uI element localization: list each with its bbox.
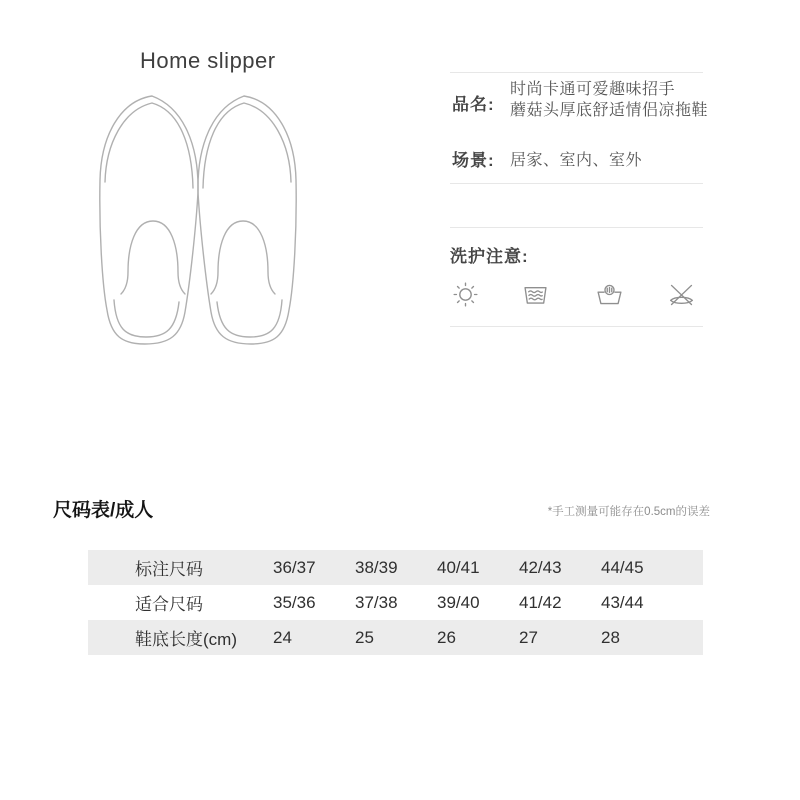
table-cell: 26 <box>437 627 456 647</box>
table-cell: 25 <box>355 627 374 647</box>
table-cell: 41/42 <box>519 592 562 612</box>
right-slipper <box>198 96 296 344</box>
product-name-label: 品名: <box>452 95 495 114</box>
table-cell: 42/43 <box>519 557 562 577</box>
table-cell: 43/44 <box>601 592 644 612</box>
hand-wash-icon <box>595 280 624 309</box>
table-cell: 38/39 <box>355 557 398 577</box>
divider <box>450 326 703 327</box>
care-instructions-label: 洗护注意: <box>450 247 529 266</box>
table-cell: 24 <box>273 627 292 647</box>
table-row <box>88 585 703 620</box>
product-name-line1: 时尚卡通可爱趣味招手 <box>510 81 676 98</box>
table-cell: 27 <box>519 627 538 647</box>
slipper-line-drawing <box>90 88 306 350</box>
sun-dry-icon <box>451 280 480 309</box>
table-cell: 36/37 <box>273 557 316 577</box>
table-cell: 28 <box>601 627 620 647</box>
table-cell: 37/38 <box>355 592 398 612</box>
product-name-line2: 蘑菇头厚底舒适情侣凉拖鞋 <box>510 102 709 119</box>
page-title: Home slipper <box>140 48 276 73</box>
row-header: 鞋底长度(cm) <box>135 630 237 649</box>
table-cell: 39/40 <box>437 592 480 612</box>
row-header: 适合尺码 <box>135 595 203 614</box>
table-cell: 44/45 <box>601 557 644 577</box>
care-icons-row <box>450 280 703 310</box>
size-chart-table <box>88 550 703 655</box>
scene-label: 场景: <box>452 151 495 170</box>
measurement-tolerance-note: *手工测量可能存在0.5cm的误差 <box>547 506 710 518</box>
size-chart-title: 尺码表/成人 <box>53 500 154 521</box>
divider <box>450 227 703 228</box>
table-row <box>88 550 703 585</box>
table-row <box>88 620 703 655</box>
product-name-value <box>510 79 708 121</box>
do-not-wring-icon <box>667 280 696 309</box>
wash-basin-icon <box>521 280 550 309</box>
scene-value: 居家、室内、室外 <box>510 152 643 169</box>
divider <box>450 183 703 184</box>
divider <box>450 72 703 73</box>
table-cell: 40/41 <box>437 557 480 577</box>
left-slipper <box>100 96 198 344</box>
row-header: 标注尺码 <box>135 560 203 579</box>
table-cell: 35/36 <box>273 592 316 612</box>
